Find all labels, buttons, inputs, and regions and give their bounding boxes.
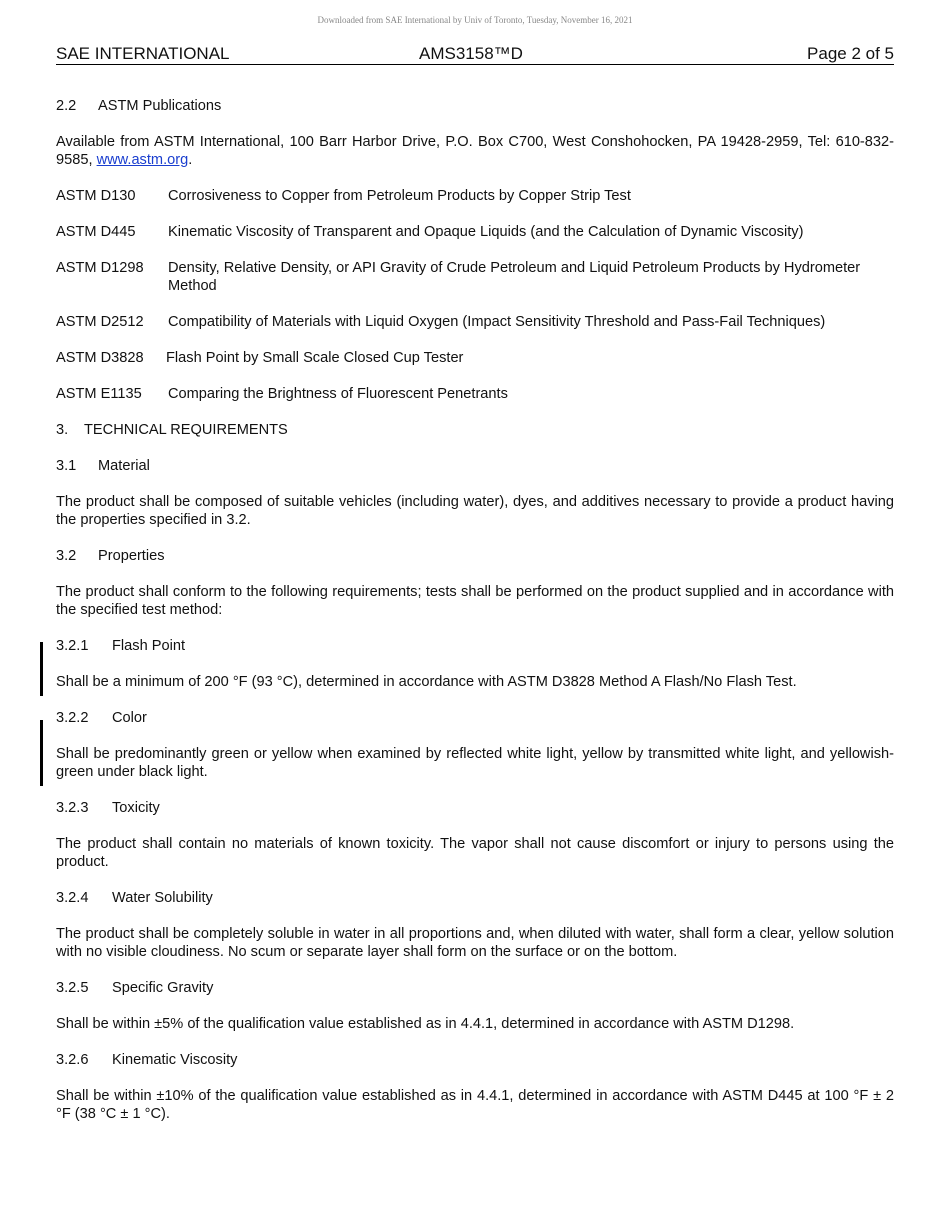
subsection-body-3-2-5: Shall be within ±5% of the qualification value established as in 4.4.1, determined in accordance with ASTM D1298. [56,1016,795,1032]
header-page-number: Page 2 of 5 [807,44,894,63]
header-organization: SAE INTERNATIONAL [56,44,230,63]
availability-text: Available from ASTM International, 100 Barr Harbor Drive, P.O. Box C700, West Conshohocken, PA 19428-2959, Tel: 610-832-9585, [56,134,894,168]
subsection-title: Specific Gravity [112,980,214,996]
subsection-title: Toxicity [112,800,160,816]
section-number: 2.2 [56,98,77,114]
section-number: 3.2 [56,548,77,564]
subsection-heading-3-2-5 [56,979,894,997]
subsection-body-3-2-3: The product shall contain no materials of known toxicity. The vapor shall not cause discomfort or injury to persons using the product. [56,836,894,870]
section-number: 3.1 [56,458,77,474]
section-heading-2-2 [56,97,894,115]
astm-website-link[interactable]: www.astm.org [96,152,189,168]
reference-description: Compatibility of Materials with Liquid Oxygen (Impact Sensitivity Threshold and Pass-Fail Techniques) [168,314,826,330]
page-header [56,44,894,65]
subsection-body-3-2-2: Shall be predominantly green or yellow when examined by reflected white light, yellow by transmitted white light, and yellowish-green under black light. [56,746,894,780]
section-body-3-1: The product shall be composed of suitable vehicles (including water), dyes, and additives necessary to provide a product having the properties specified in 3.2. [56,494,894,528]
availability-end: . [188,152,193,168]
subsection-heading-3-2-4 [56,889,894,907]
reference-code: ASTM D3828 [56,350,144,366]
reference-code: ASTM D2512 [56,314,144,330]
subsection-heading-3-2-6 [56,1051,894,1069]
reference-item [56,313,894,331]
subsection-number: 3.2.3 [56,800,89,816]
change-bar-3-2-2 [40,720,43,786]
section-title: TECHNICAL REQUIREMENTS [84,422,288,438]
subsection-body-3-2-6: Shall be within ±10% of the qualification value established as in 4.4.1, determined in accordance with ASTM D445 at 100 °F ± 2 °F (38 °C ± 1 °C). [56,1088,894,1122]
subsection-number: 3.2.1 [56,638,89,654]
subsection-body-3-2-4: The product shall be completely soluble in water in all proportions and, when diluted with water, shall form a clear, yellow solution with no visible cloudiness. No scum or separate layer shall form on the surface or on the bottom. [56,926,894,960]
subsection-number: 3.2.6 [56,1052,89,1068]
section-title: Properties [98,548,165,564]
section-title: Material [98,458,150,474]
subsection-heading-3-2-1 [56,637,894,655]
subsection-title: Color [112,710,147,726]
subsection-number: 3.2.2 [56,710,89,726]
reference-code: ASTM D1298 [56,260,144,276]
reference-code: ASTM D130 [56,188,136,204]
reference-description: Kinematic Viscosity of Transparent and Opaque Liquids (and the Calculation of Dynamic Viscosity) [168,224,804,240]
subsection-heading-3-2-3 [56,799,894,817]
section-body-3-2: The product shall conform to the following requirements; tests shall be performed on the product supplied and in accordance with the specified test method: [56,584,894,618]
availability-paragraph [56,133,894,169]
document-body [56,97,894,1141]
section-heading-3-1 [56,457,894,475]
section-number: 3. [56,422,69,438]
reference-code: ASTM E1135 [56,386,142,402]
reference-item [56,223,894,241]
reference-item [56,385,894,403]
reference-item [56,187,894,205]
section-title: ASTM Publications [98,98,222,114]
header-document-id: AMS3158™D [419,44,523,63]
section-heading-3-2 [56,547,894,565]
download-notice: Downloaded from SAE International by Univ of Toronto, Tuesday, November 16, 2021 [317,15,633,25]
reference-description: Corrosiveness to Copper from Petroleum Products by Copper Strip Test [168,188,631,204]
subsection-title: Water Solubility [112,890,213,906]
reference-item [56,259,894,295]
subsection-heading-3-2-2 [56,709,894,727]
reference-description: Flash Point by Small Scale Closed Cup Tester [166,350,464,366]
change-bar-3-2-1 [40,642,43,696]
subsection-body-3-2-1: Shall be a minimum of 200 °F (93 °C), determined in accordance with ASTM D3828 Method A Flash/No Flash Test. [56,674,797,690]
reference-description: Comparing the Brightness of Fluorescent Penetrants [168,386,508,402]
reference-item [56,349,894,367]
subsection-title: Flash Point [112,638,186,654]
subsection-title: Kinematic Viscosity [112,1052,238,1068]
section-heading-3 [56,421,894,439]
reference-description: Density, Relative Density, or API Gravity of Crude Petroleum and Liquid Petroleum Products by Hydrometer Method [168,260,861,294]
subsection-number: 3.2.4 [56,890,89,906]
reference-code: ASTM D445 [56,224,136,240]
subsection-number: 3.2.5 [56,980,89,996]
